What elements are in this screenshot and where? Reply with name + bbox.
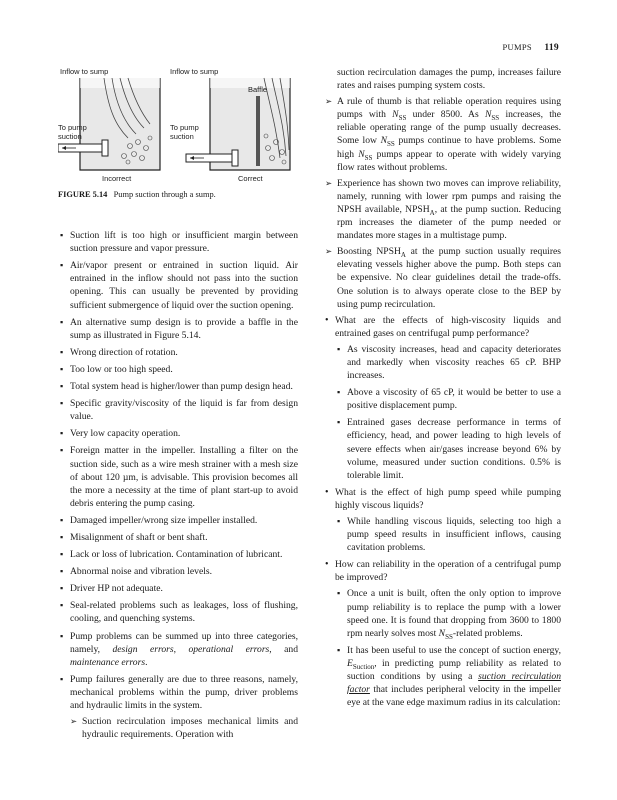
continued-text: suction recirculation damages the pump, increases failure rates and raises pumping system costs. — [337, 67, 561, 92]
correct-sump — [186, 78, 290, 170]
baffle-plate — [256, 96, 260, 166]
page-number: 119 — [544, 43, 559, 53]
list-item: ▪ Above a viscosity of 65 cP, it would be better to use a positive displacement pump. — [335, 386, 561, 412]
answer-list — [335, 515, 561, 554]
list-item: ▪ Misalignment of shaft or bent shaft. — [58, 531, 298, 544]
fig-label-baffle: Baffle — [248, 85, 268, 94]
right-column — [325, 66, 561, 713]
list-item: ▪ Air/vapor present or entrained in suction liquid. Air entrained in the inflow should not pass into the suction opening. This can usually be prevented by providing sufficient submergence of liquid over the suction opening. — [58, 259, 298, 311]
answer-list — [335, 587, 561, 709]
question-pump-speed: • What is the effect of high pump speed while pumping highly viscous liquids? ▪ While handling viscous liquids, selecting too high a pump speed results in insufficient inflows, causing cavitation problems. — [325, 486, 561, 554]
list-item: ▪ Very low capacity operation. — [58, 427, 298, 440]
caption-label: FIGURE 5.14 — [58, 190, 108, 199]
sump-diagram — [58, 66, 298, 184]
list-item: ▪ Once a unit is built, often the only option to improve pump reliability is to replace the pump with a lower speed one. It is found that dropping from 3600 to 1800 rpm nearly solves most $N_{SS}$-related problems. — [335, 587, 561, 639]
list-item: ▪ Driver HP not adequate. — [58, 582, 298, 595]
fig-label-to-pump-right: To pump suction — [170, 123, 199, 141]
qa-list — [325, 314, 561, 710]
list-item: ▪ Wrong direction of rotation. — [58, 346, 298, 359]
fig-label-to-pump-left: To pump suction — [58, 123, 87, 141]
caption-text: Pump suction through a sump. — [113, 190, 216, 199]
fig-label-incorrect: Incorrect — [102, 174, 132, 183]
list-item: ▪ Suction lift is too high or insufficient margin between suction pressure and vapor pressure. — [58, 229, 298, 255]
list-item: ▪ Abnormal noise and vibration levels. — [58, 565, 298, 578]
list-item: ▪ Total system head is higher/lower than pump design head. — [58, 380, 298, 393]
list-item-failure-reasons: ▪ Pump failures generally are due to three reasons, namely, mechanical problems within the pump, driver problems and hydraulic limits in the system. ➢ Suction recirculation imposes mechanical limits and hydraulic requirements. Operation with — [58, 673, 298, 741]
list-item: ▪ It has been useful to use the concept of suction energy, $E_{Suction}$, in predicting pump reliability as related to suction conditions by using a suction recirculation factor that includes peripheral velocity in the impeller eye at the vane edge maximum radius in its calculation: — [335, 644, 561, 709]
running-title: PUMPS — [502, 42, 532, 52]
list-item-boosting: ➢ Boosting $NPSH_A$ at the pump suction usually requires elevating vessels higher above the pump. Both steps can be expensive. No clear guidelines detail the trade-offs. One solution is to always operate close to the BEP by using pump recirculation. — [325, 245, 561, 310]
question-viscosity: • What are the effects of high-viscosity liquids and entrained gases on centrifugal pump performance? ▪ As viscosity increases, head and capacity deteriorates and markedly when viscosity reaches 65 cP. BHP increases. ▪ Above a viscosity of 65 cP, it would be better to use a positive displacement pump. ▪ Entrained gases decrease performance in terms of efficiency, head, and power leading to high levels of severe effects when air/gases increase beyond 6% by volume, measured under suction conditions. 0.5% is tolerable limit. — [325, 314, 561, 482]
running-header — [503, 42, 559, 53]
list-item-rule-of-thumb: ➢ A rule of thumb is that reliable operation requires using pumps with $N_{SS}$ under 8500. As $N_{SS}$ increases, the reliable operating range of the pump usually decreases. Some low $N_{SS}$ pumps continue to have problems. Some high $N_{SS}$ pumps appear to operate with widely varying flow rates without problems. — [325, 95, 561, 174]
list-item: ▪ An alternative sump design is to provide a baffle in the sump as illustrated in Figure 5.14. — [58, 316, 298, 342]
fig-label-inflow-right: Inflow to sump — [170, 67, 219, 76]
list-item-problem-categories: ▪ Pump problems can be summed up into three categories, namely, design errors, operational errors, and maintenance errors. — [58, 630, 298, 669]
list-item: ▪ Entrained gases decrease performance in terms of efficiency, head, and power leading to high levels of severe effects when air/gases increase beyond 6% by volume, measured under suction conditions. 0.5% is tolerable limit. — [335, 416, 561, 481]
list-item: ▪ Seal-related problems such as leakages, loss of flushing, cooling, and quenching systems. — [58, 599, 298, 625]
cause-list — [58, 229, 298, 741]
list-item: ▪ While handling viscous liquids, selecting too high a pump speed results in insufficient inflows, causing cavitation problems. — [335, 515, 561, 554]
fig-label-inflow-left: Inflow to sump — [60, 67, 109, 76]
list-item-experience: ➢ Experience has shown two moves can improve reliability, namely, running with lower rpm pumps and raising the NPSH available, $NPSH_A$, at the pump suction. Reducing rpm increases the diameter of the pump needed or mandates more stages in a multistage pump. — [325, 177, 561, 242]
question-reliability: • How can reliability in the operation of a centrifugal pump be improved? ▪ Once a unit is built, often the only option to improve pump reliability is to replace the pump with a lower speed one. It is found that dropping from 3600 to 1800 rpm nearly solves most $N_{SS}$-related problems. ▪ It has been useful to use the concept of suction energy, $E_{Suction}$, in predicting pump reliability as related to suction conditions by using a suction recirculation factor that includes peripheral velocity in the impeller eye at the vane edge maximum radius in its calculation: — [325, 558, 561, 709]
fig-label-correct: Correct — [238, 174, 263, 183]
list-item: ▪ Damaged impeller/wrong size impeller installed. — [58, 514, 298, 527]
answer-list — [335, 343, 561, 482]
figure-caption — [58, 188, 298, 201]
failure-sublist — [70, 715, 298, 741]
list-item: ➢ Suction recirculation imposes mechanical limits and hydraulic requirements. Operation with — [70, 715, 298, 741]
list-item: ▪ As viscosity increases, head and capacity deteriorates and markedly when viscosity reaches 65 cP. BHP increases. — [335, 343, 561, 382]
recirculation-sublist — [325, 66, 561, 311]
sump-figure — [58, 66, 298, 184]
left-column — [58, 66, 298, 745]
list-item: ▪ Lack or loss of lubrication. Contamination of lubricant. — [58, 548, 298, 561]
list-item: ▪ Too low or too high speed. — [58, 363, 298, 376]
list-item: ▪ Foreign matter in the impeller. Installing a filter on the suction side, such as a wire mesh strainer with a mesh size of about 120 µm, is advisable. This provision becomes all the more a necessity at the time of plant start-up to avoid debris entering the pump casing. — [58, 444, 298, 509]
list-item: ▪ Specific gravity/viscosity of the liquid is far from design value. — [58, 397, 298, 423]
